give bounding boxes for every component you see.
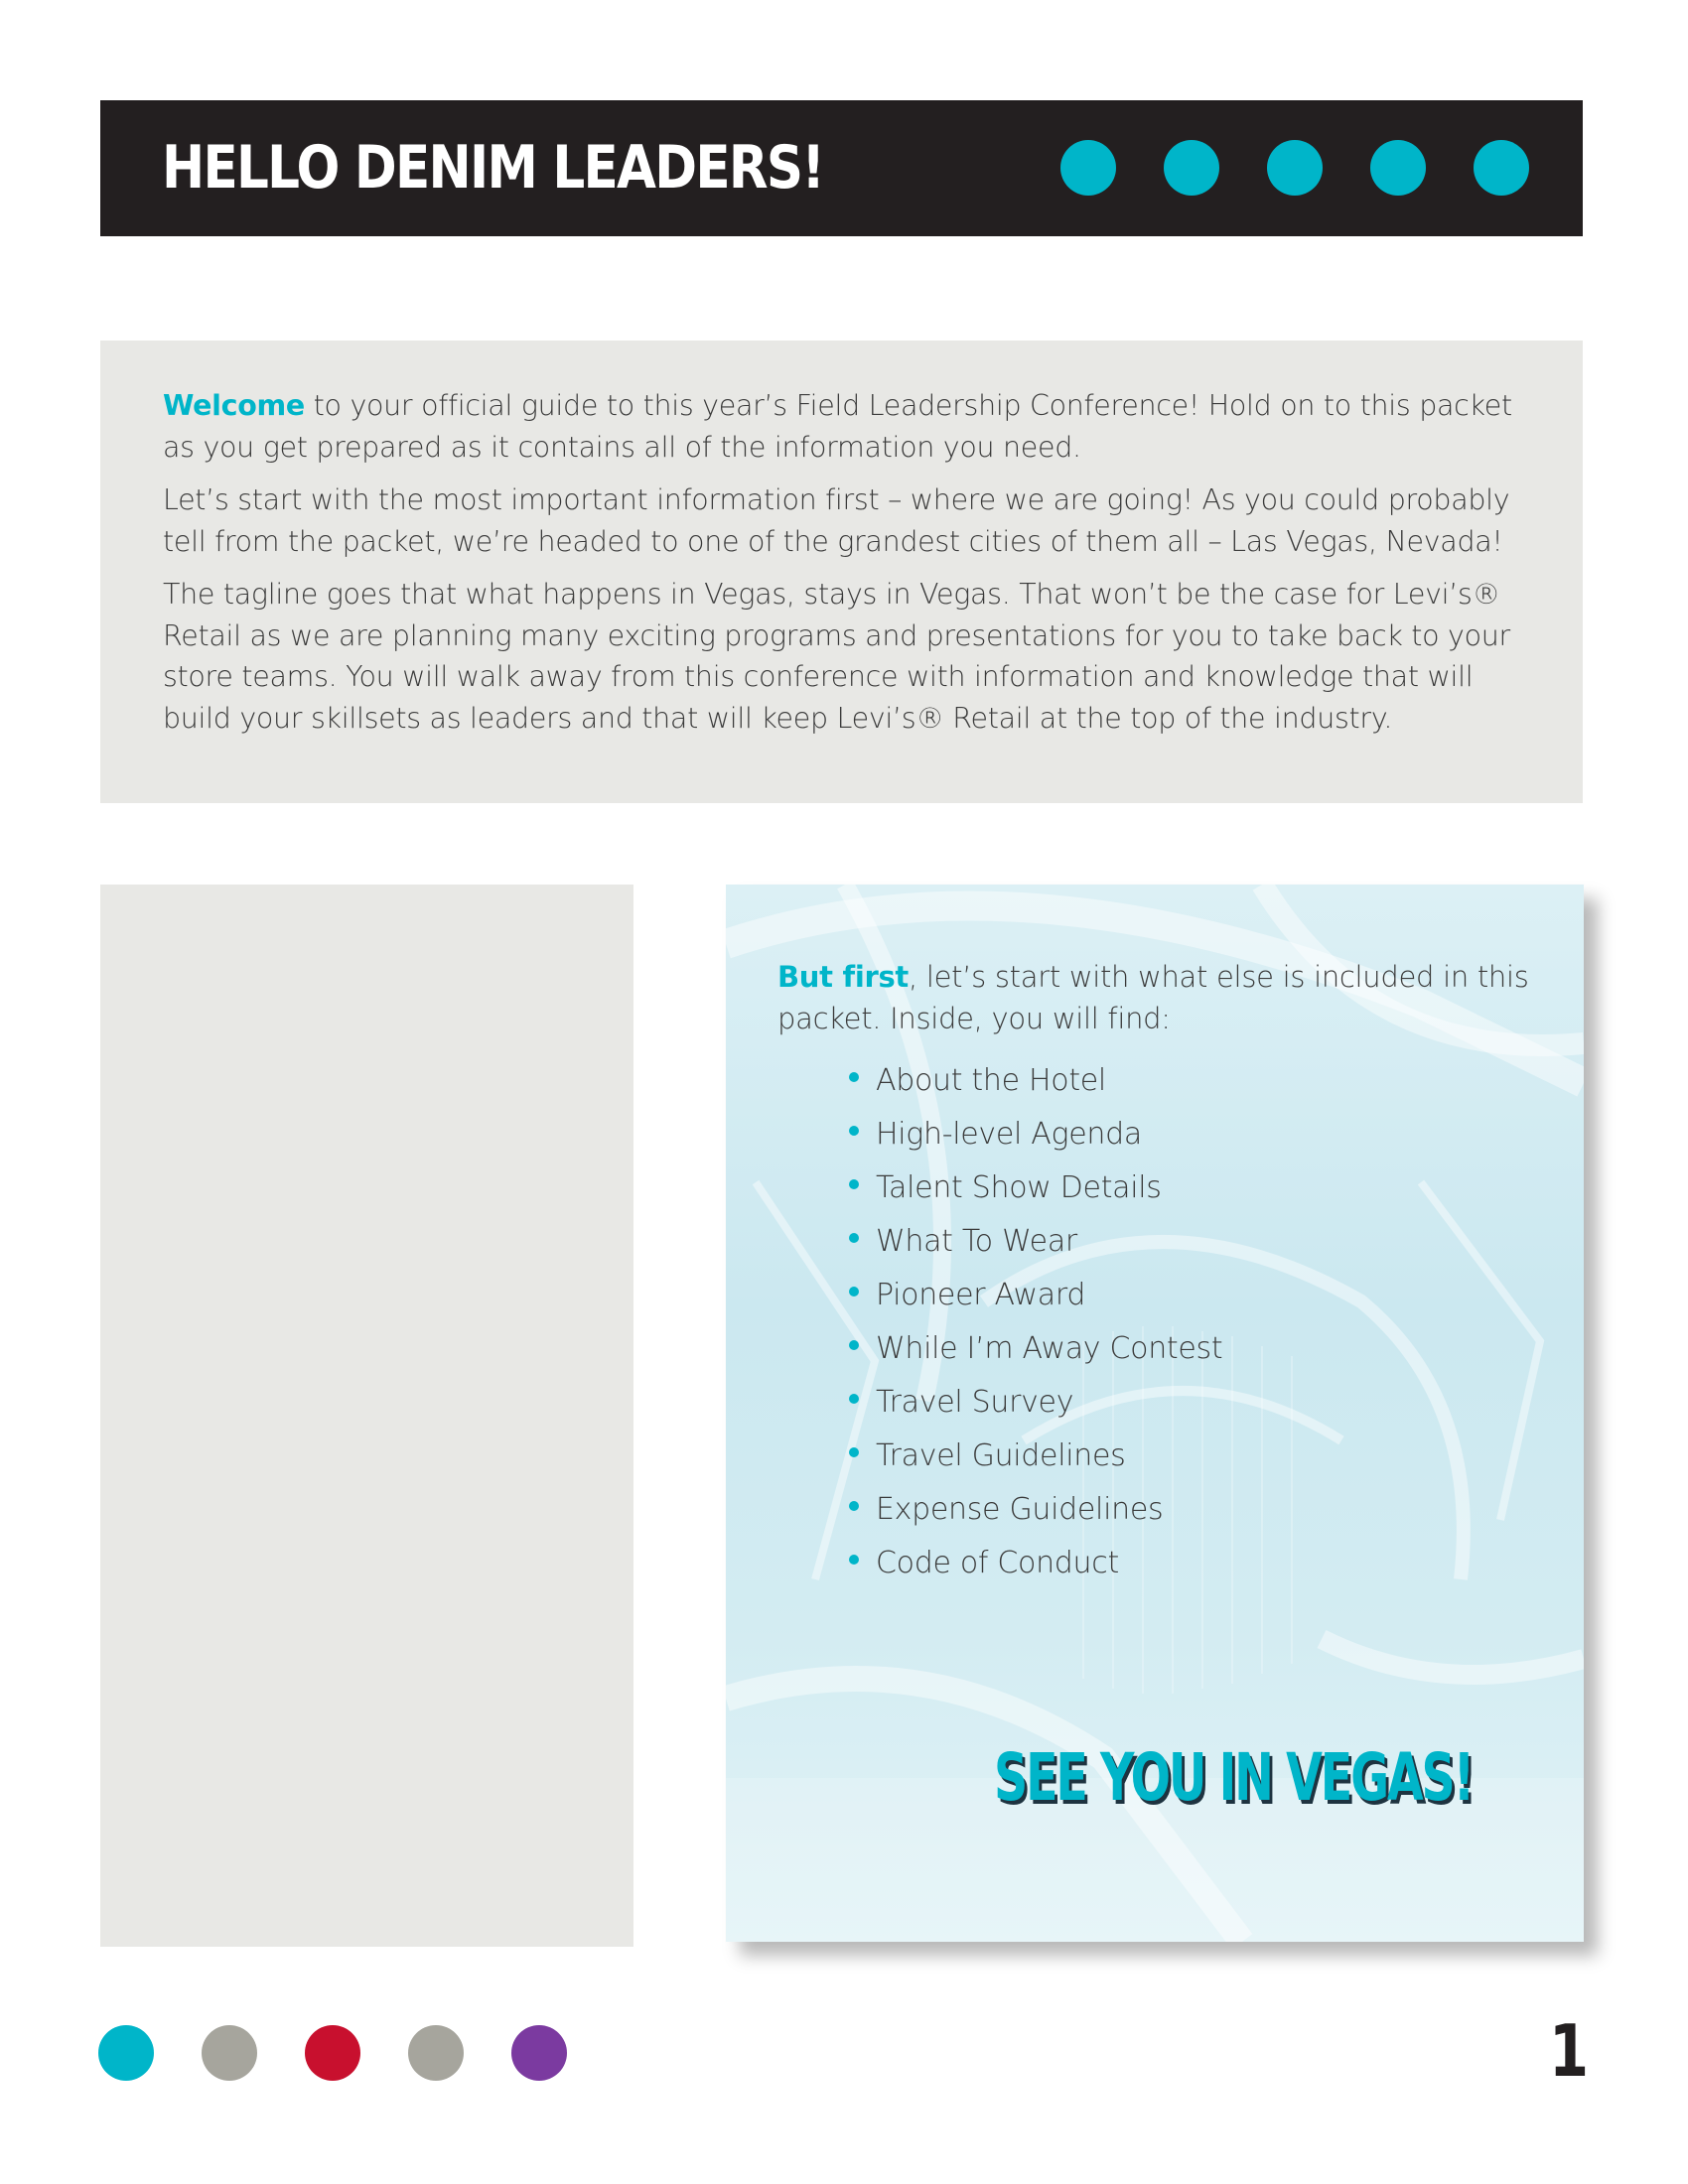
list-item (874, 1160, 1222, 1214)
bullet-icon (849, 1072, 859, 1082)
bullet-icon (849, 1394, 859, 1404)
list-item (874, 1536, 1222, 1589)
welcome-paragraph-2: Let’s start with the most important information first – where we are going! As you could probably tell from the packet, we’re headed to one of the grandest cities of them all – Las Vegas, Nevada! (163, 483, 1510, 558)
bullet-icon (849, 1555, 859, 1565)
welcome-lead: Welcome (163, 389, 305, 422)
welcome-paragraph-3: The tagline goes that what happens in Vegas, stays in Vegas. That won’t be the case for Levi’s® Retail as we are planning many exciting programs and presentations for you to take back to your store teams. You will walk away from this conference with information and knowledge that will build your skillsets as leaders and that will keep Levi’s® Retail at the top of the industry. (163, 578, 1510, 735)
header-dot (1060, 140, 1116, 196)
header-dot (1267, 140, 1323, 196)
list-item-label: Expense Guidelines (876, 1491, 1164, 1527)
card-intro-rest: , let’s start with what else is included in this packet. Inside, you will find: (777, 960, 1529, 1035)
bullet-icon (849, 1287, 859, 1297)
gray-placeholder-panel (100, 885, 633, 1947)
footer-dot (202, 2025, 257, 2081)
page-number: 1 (1548, 2009, 1589, 2093)
list-item (874, 1482, 1222, 1536)
list-item (874, 1214, 1222, 1268)
list-item (874, 1375, 1222, 1429)
packet-contents-card (726, 885, 1584, 1942)
header-dot-row (1060, 140, 1529, 196)
header-dot (1474, 140, 1529, 196)
welcome-paragraph-1 (163, 385, 1543, 468)
footer-dot-row (98, 2025, 567, 2081)
header-dot (1164, 140, 1219, 196)
list-item-label: Code of Conduct (876, 1545, 1119, 1580)
bullet-icon (849, 1501, 859, 1511)
list-item (874, 1053, 1222, 1107)
header-banner (100, 100, 1583, 236)
footer-dot (305, 2025, 360, 2081)
list-item-label: Travel Guidelines (876, 1437, 1126, 1473)
bullet-icon (849, 1126, 859, 1136)
list-item-label: While I’m Away Contest (876, 1330, 1223, 1366)
bullet-icon (849, 1179, 859, 1189)
welcome-paragraph-1-text: to your official guide to this year’s Field Leadership Conference! Hold on to this packet as you get prepared as it contains all of the information you need. (163, 389, 1512, 464)
list-item-label: Pioneer Award (876, 1277, 1086, 1312)
closing-headline: SEE YOU IN VEGAS! (994, 1739, 1474, 1816)
header-dot (1370, 140, 1426, 196)
bullet-icon (849, 1340, 859, 1350)
footer-dot (408, 2025, 464, 2081)
packet-contents-list (874, 1053, 1222, 1589)
list-item (874, 1429, 1222, 1482)
footer-dot (511, 2025, 567, 2081)
page-title: HELLO DENIM LEADERS! (162, 133, 824, 203)
list-item-label: Talent Show Details (876, 1169, 1162, 1205)
footer-dot (98, 2025, 154, 2081)
bullet-icon (849, 1447, 859, 1457)
welcome-section (100, 341, 1583, 803)
bullet-icon (849, 1233, 859, 1243)
card-intro-text (777, 956, 1552, 1039)
card-lead: But first (777, 960, 909, 994)
list-item (874, 1268, 1222, 1321)
list-item-label: Travel Survey (876, 1384, 1074, 1420)
list-item-label: About the Hotel (876, 1062, 1106, 1098)
list-item (874, 1321, 1222, 1375)
list-item-label: What To Wear (876, 1223, 1077, 1259)
list-item (874, 1107, 1222, 1160)
list-item-label: High-level Agenda (876, 1116, 1142, 1152)
